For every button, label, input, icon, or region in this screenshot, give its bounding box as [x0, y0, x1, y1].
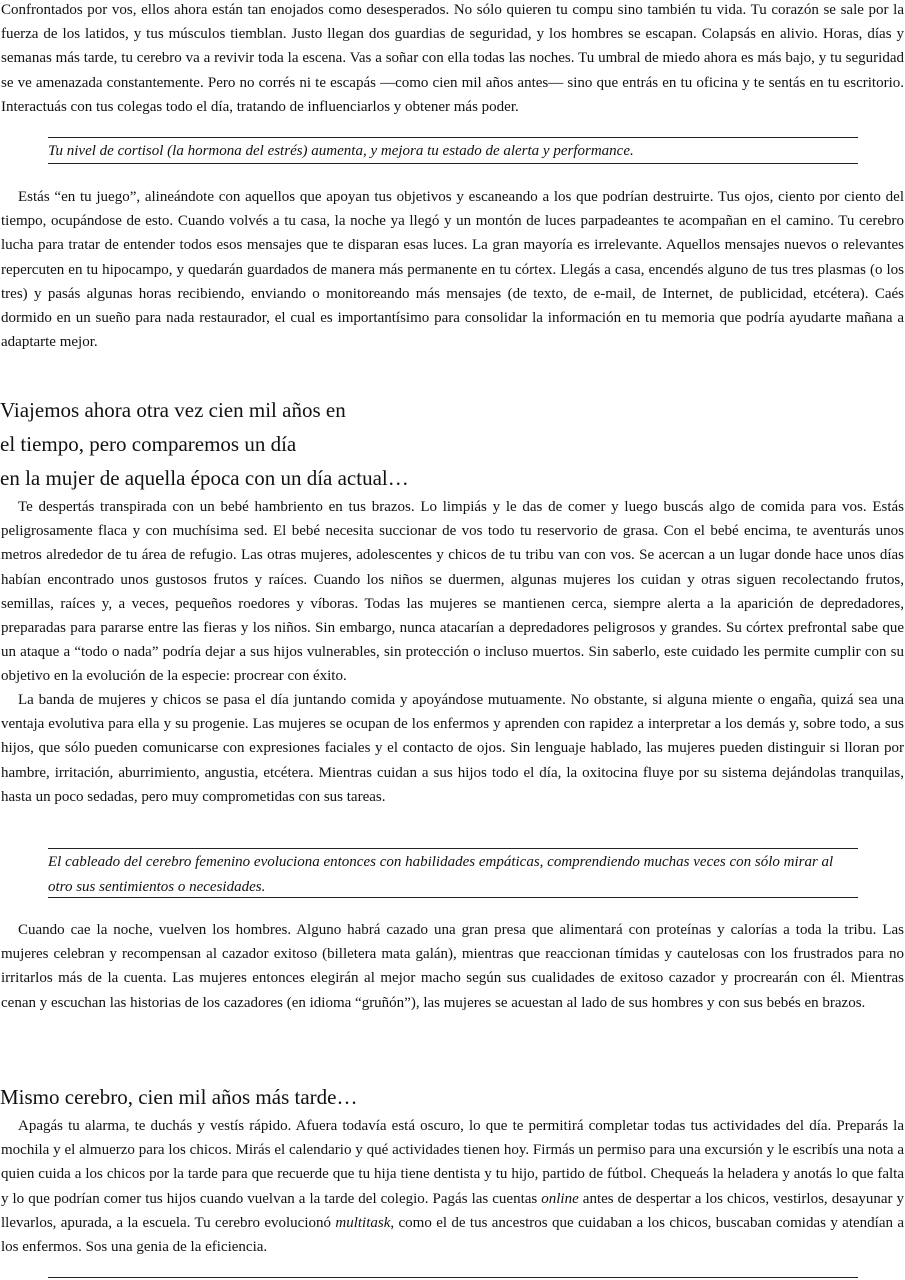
paragraph-confrontados: Confrontados por vos, ellos ahora están tan enojados como desesperados. No sólo quieren tu compu sino también tu vida. Tu corazón se sale por la fuerza de los latidos, y tus músculos tiemblan. Justo llegan dos guardias de seguridad, y los hombres se escapan. Colapsás en alivio. Horas, días y semanas más tarde, tu cerebro va a revivir toda la escena. Vas a soñar con ella todas las noches. Tu umbral de miedo ahora es más bajo, y tu seguridad se ve amenazada constantemente. Pero no corrés ni te escapás —como cien mil años antes— sino que entrás en tu oficina y te sentás en tu escritorio. Interactuás con tus colegas todo el día, tratando de influenciarlos y obtener más poder. [1, 2, 904, 115]
paragraph-cuando-cae-la-noche: Cuando cae la noche, vuelven los hombres. Alguno habrá cazado una gran presa que alimentará con proteínas y calorías a toda la tribu. Las mujeres celebran y recompensan al cazador exitoso (billetera mata galán), mientras que reaccionan tímidas y cautelosas con los frustrados para no irritarlos más de la cuenta. Las mujeres entonces elegirán al mejor macho según sus cualidades de exitoso cazador y procrearán con él. Mientras cenan y escuchan las historias de los cazadores (en idioma “gruñón”), las mujeres se acuestan al lado de sus hombres y con sus bebés en brazos. [1, 922, 904, 1011]
paragraph-te-despertas: Te despertás transpirada con un bebé hambriento en tus brazos. Lo limpiás y le das de comer y luego buscás algo de comida para vos. Estás peligrosamente flaca y con muchísima sed. El bebé necesita succionar de vos todo tu reservorio de grasa. Con el bebé encima, te aventurás unos metros alrededor de tu área de refugio. Las otras mujeres, adolescentes y chicos de tu tribu van con vos. Se acercan a un lugar donde hace unos días habían encontrado unos gustosos frutos y raíces. Cuando los niños se duermen, algunas mujeres los cuidan y otras siguen recolectando frutos, semillas, raíces y, a veces, pequeños roedores y víboras. Todas las mujeres se mantienen cerca, siempre alerta a la aparición de depredadores, preparadas para pararse entre las fieras y los niños. Sin embargo, nunca atacarían a depredadores peligrosos y grandes. Su córtex prefrontal sabe que un ataque a “todo o nada” podría dejar a sus hijos vulnerables, sin protección o incluso muertos. Sin saberlo, este cuidado les permite cumplir con su objetivo en la evolución de la especie: procrear con éxito. [1, 499, 904, 685]
section-heading-viajemos [0, 393, 409, 495]
pull-quote-text: Tu nivel de cortisol (la hormona del estrés) aumenta, y mejora tu estado de alerta y performance. [48, 143, 634, 159]
bottom-rule [48, 1277, 858, 1278]
heading-line: Mismo cerebro, cien mil años más tarde… [0, 1085, 358, 1109]
paragraph-text: antes de despertar a los chicos, vestirlos, desayunar y llevarlos, apurada, a la escuela. Tu cerebro evolucionó [1, 1190, 905, 1231]
section-heading-mismo-cerebro [0, 1080, 357, 1114]
pull-quote-cableado [48, 848, 858, 898]
paragraph-en-tu-juego: Estás “en tu juego”, alineándote con aquellos que apoyan tus objetivos y escaneando a los que podrían destruirte. Tus ojos, ciento por ciento del tiempo, ocupándose de esto. Cuando volvés a tu casa, la noche ya llegó y un montón de luces parpadeantes te acompañan en el camino. Tu cerebro lucha para tratar de entender todos esos mensajes que te disparan esas luces. La gran mayoría es irrelevante. Aquellos mensajes nuevos o relevantes repercuten en tu hipocampo, y quedarán guardados de manera más permanente en tu córtex. Llegás a casa, encendés alguno de tus tres plasmas (o los tres) y pasás algunas horas recibiendo, enviando o monitoreando más mensajes (de texto, de e-mail, de Internet, de publicidad, etcétera). Caés dormido en un sueño para nada restaurador, el cual es importantísimo para consolidar la información en tu memoria que podría ayudarte mañana a adaptarte mejor. [1, 189, 904, 351]
heading-line: Viajemos ahora otra vez cien mil años en [0, 398, 346, 422]
paragraph-la-banda: La banda de mujeres y chicos se pasa el día juntando comida y apoyándose mutuamente. No obstante, si alguna miente o engaña, quizá sea una ventaja evolutiva para ella y su progenie. Las mujeres se ocupan de los enfermos y aprenden con rapidez a interpretar a los demás y, sobre todo, a sus hijos, que sólo pueden comunicarse con expresiones faciales y el contacto de ojos. Sin lenguaje hablado, las mujeres pueden distinguir si lloran por hambre, irritación, aburrimiento, angustia, etcétera. Mientras cuidan a sus hijos todo el día, la oxitocina fluye por su sistema dejándolas tranquilas, hasta un poco sedadas, pero muy comprometidas con sus tareas. [1, 692, 904, 805]
pull-quote-cortisol [48, 137, 858, 164]
heading-line: el tiempo, pero comparemos un día [0, 432, 297, 456]
pull-quote-text: El cableado del cerebro femenino evoluciona entonces con habilidades empáticas, comprendiendo muchas veces con sólo mirar al otro sus sentimientos o necesidades. [48, 854, 834, 895]
paragraph-apagas-tu-alarma [1, 1114, 904, 1259]
paragraph-text: , como el de tus ancestros que cuidaban a los chicos, buscaban comidas y atendían a los enfermos. Sos una genia de la eficiencia. [1, 1214, 905, 1256]
heading-line: en la mujer de aquella época con un día actual… [0, 466, 409, 490]
paragraph-text: Apagás tu alarma, te duchás y vestís rápido. Afuera todavía está oscuro, lo que te permitirá completar todas tus actividades del día. Preparás la mochila y el almuerzo para los chicos. Mirás el calendario y qué actividades tienen hoy. Firmás un permiso para una excursión y le escribís una nota a quien cuida a los chicos por la tarde para que recuerde que tu hija tiene dentista y tu hijo, partido de fútbol. Chequeás la heladera y anotás lo que falta y lo que podrían comer tus hijos cuando vuelvan a la tarde del colegio. Pagás las cuentas [1, 1118, 904, 1207]
emphasis-multitask: multitask [335, 1214, 391, 1231]
emphasis-online: online [541, 1190, 579, 1207]
